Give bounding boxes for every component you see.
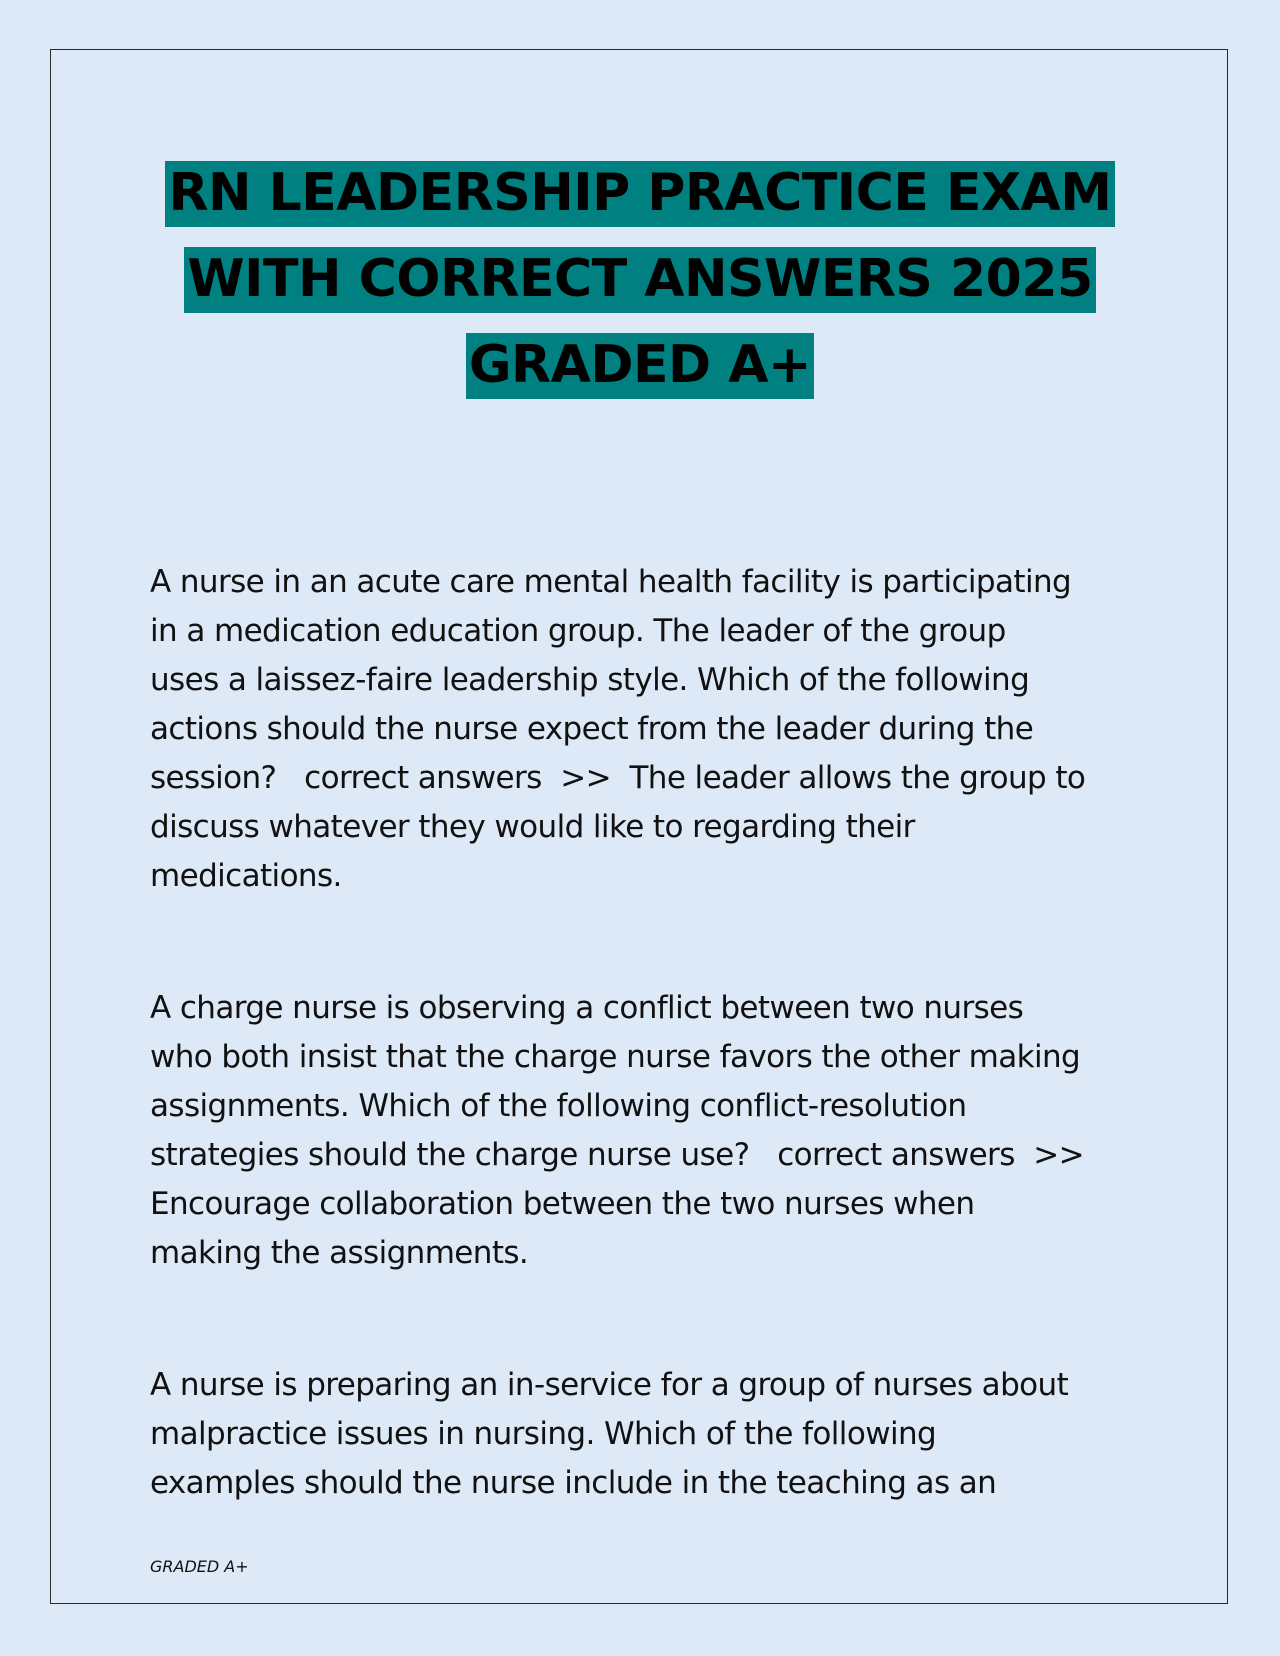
title-line — [0, 236, 1280, 322]
question-line: A nurse in an acute care mental health facility is participating — [150, 564, 1072, 600]
question-line: uses a laissez-faire leadership style. Which of the following — [150, 662, 1030, 698]
title-line-text: GRADED A+ — [466, 333, 814, 399]
question-line: strategies should the charge nurse use? correct answers >> — [150, 1137, 1084, 1173]
title-line — [0, 322, 1280, 408]
question-line: medications. — [150, 858, 342, 894]
question-2 — [150, 984, 1150, 1278]
question-line: A charge nurse is observing a conflict between two nurses — [150, 990, 1024, 1026]
question-line: Encourage collaboration between the two nurses when — [150, 1186, 975, 1222]
question-line: actions should the nurse expect from the leader during the — [150, 711, 1034, 747]
question-line: A nurse is preparing an in-service for a group of nurses about — [150, 1367, 1069, 1403]
question-line: who both insist that the charge nurse favors the other making — [150, 1039, 1081, 1075]
question-line: making the assignments. — [150, 1235, 529, 1271]
question-line: in a medication education group. The leader of the group — [150, 613, 1006, 649]
question-3 — [150, 1361, 1150, 1508]
title-line-text: WITH CORRECT ANSWERS 2025 — [184, 247, 1095, 313]
question-line: assignments. Which of the following conflict-resolution — [150, 1088, 967, 1124]
document-title — [0, 150, 1280, 408]
question-line: session? correct answers >> The leader allows the group to — [150, 760, 1086, 796]
question-line: malpractice issues in nursing. Which of the following — [150, 1416, 937, 1452]
question-line: examples should the nurse include in the teaching as an — [150, 1465, 997, 1501]
title-line — [0, 150, 1280, 236]
question-1 — [150, 558, 1150, 901]
title-line-text: RN LEADERSHIP PRACTICE EXAM — [165, 161, 1114, 227]
page-footer: GRADED A+ — [150, 1557, 249, 1576]
question-line: discuss whatever they would like to regarding their — [150, 809, 915, 845]
